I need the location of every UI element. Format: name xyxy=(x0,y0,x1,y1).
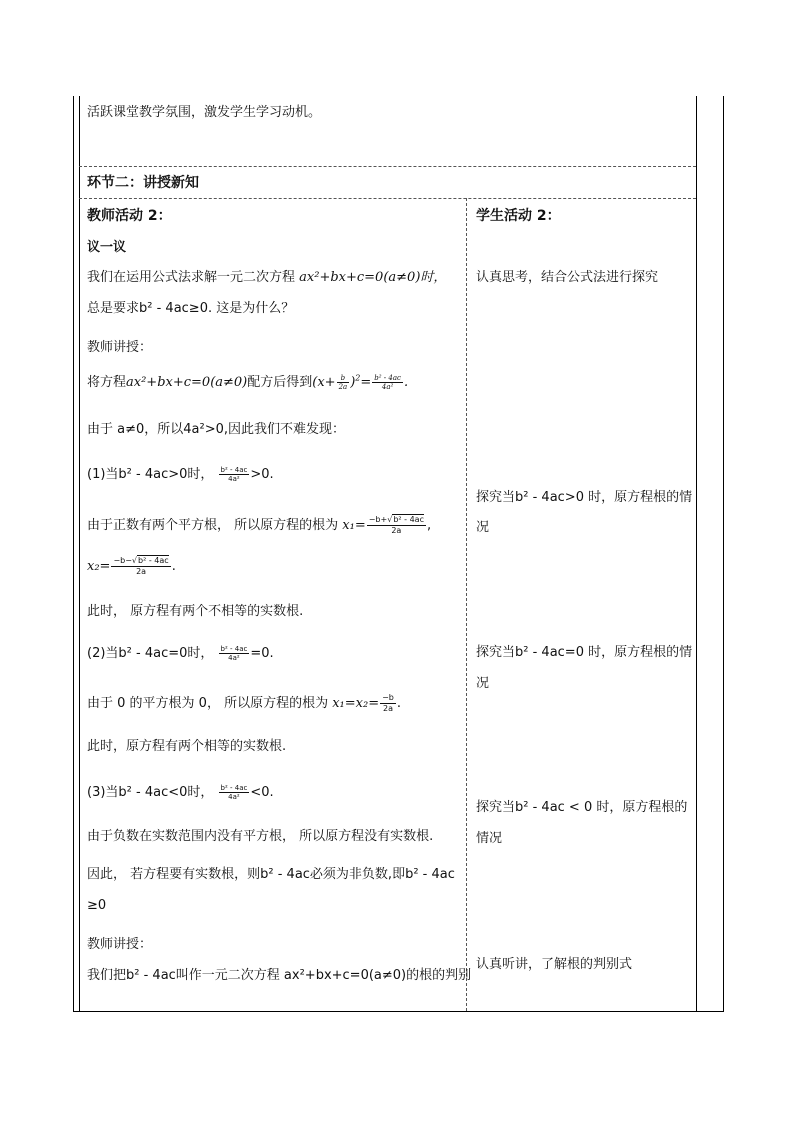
fraction: $\frac{\text{−b+√b² - 4ac}}{2a}$ xyxy=(368,515,424,535)
completing-square-line xyxy=(87,374,408,392)
student-heading: 学生活动 2： xyxy=(476,208,561,224)
step-text: 配方后得到 xyxy=(247,375,313,390)
denominator: 4a² xyxy=(381,383,394,391)
table-inner-left-border xyxy=(79,96,80,1012)
table-bottom-border xyxy=(73,1011,724,1012)
case-1-conclusion: 此时， 原方程有两个不相等的实数根. xyxy=(87,604,304,619)
student-activity-2: 探究当b² - 4ac>0 时，原方程根的情 xyxy=(476,490,693,505)
denominator: 2a xyxy=(338,383,348,391)
numerator: b² - 4ac xyxy=(220,466,248,474)
case-text: (2)当b² - 4ac=0时， xyxy=(87,646,214,661)
case-tail: =0. xyxy=(250,646,274,661)
reason-text: 由于 0 的平方根为 0， 所以原方程的根为 xyxy=(87,696,329,711)
denominator: 4a² xyxy=(228,793,240,801)
case-2 xyxy=(87,645,274,663)
therefore-line-1: 因此， 若方程要有实数根，则b² - 4ac必须为非负数,即b² - 4ac xyxy=(87,867,455,882)
section-title: 环节二：讲授新知 xyxy=(87,175,199,191)
denominator: 4a² xyxy=(228,654,240,662)
student-activity-5: 认真听讲，了解根的判别式 xyxy=(476,957,633,972)
step-text: 将方程 xyxy=(87,375,127,390)
question-line-1 xyxy=(87,269,446,287)
denominator: 2a xyxy=(136,567,147,576)
equation: ax²+bx+c=0(a≠0) xyxy=(126,375,248,390)
table-left-border xyxy=(73,96,74,1012)
column-divider xyxy=(466,198,467,1011)
step-2: 由于 a≠0，所以4a²>0,因此我们不难发现： xyxy=(87,422,346,437)
case-3 xyxy=(87,784,274,802)
therefore-line-2: ≥0 xyxy=(87,898,107,913)
equation: ax²+bx+c=0(a≠0)时， xyxy=(299,270,447,285)
table-outer-right-border xyxy=(723,96,724,1012)
fraction xyxy=(372,374,403,391)
student-activity-4-cont: 情况 xyxy=(476,831,503,846)
numerator: b xyxy=(337,374,350,383)
denominator: 4a² xyxy=(228,475,240,483)
math-expr: (x+ $\frac{b}{2a}$ )$^2$= $\frac{\text{b² - 4ac}}{\text{4a²}}$ . xyxy=(312,373,409,391)
case-3-reason: 由于负数在实数范围内没有平方根， 所以原方程没有实数根. xyxy=(87,829,434,844)
fraction xyxy=(219,466,250,483)
numerator: −b xyxy=(382,693,394,702)
student-activity-4: 探究当b² - 4ac < 0 时，原方程根的 xyxy=(476,800,688,815)
fraction xyxy=(219,645,250,662)
discriminant-definition: 我们把b² - 4ac叫作一元二次方程 ax²+bx+c=0(a≠0)的根的判别 xyxy=(87,968,472,983)
math-term: x₁=x₂= xyxy=(332,696,380,711)
student-activity-1: 认真思考，结合公式法进行探究 xyxy=(476,270,659,285)
numerator: b² - 4ac xyxy=(220,784,248,792)
math-term: −b+ xyxy=(368,515,388,524)
case-1-x2: x₂= $\frac{\text{−b−√b² - 4ac}}{2a}$ . xyxy=(87,556,176,576)
reason-text: 由于正数有两个平方根， 所以原方程的根为 xyxy=(87,518,339,533)
case-2-reason: 由于 0 的平方根为 0， 所以原方程的根为 x₁=x₂= $\frac{-b}{2a}$ . xyxy=(87,693,402,713)
radicand: b² - 4ac xyxy=(393,515,424,524)
case-text: (1)当b² - 4ac>0时， xyxy=(87,467,214,482)
denominator: 2a xyxy=(391,526,402,535)
denominator: 2a xyxy=(382,704,393,713)
table-right-border xyxy=(696,96,697,1012)
math-term: −b− xyxy=(113,556,132,565)
math-term: x₁= xyxy=(342,518,366,533)
numerator: b² - 4ac xyxy=(374,374,401,382)
fraction xyxy=(219,784,250,801)
case-tail: <0. xyxy=(250,785,274,800)
teacher-subheading: 议一议 xyxy=(87,240,127,255)
row-divider xyxy=(79,198,696,199)
case-tail: >0. xyxy=(250,467,274,482)
case-1-reason: 由于正数有两个平方根， 所以原方程的根为 x₁= $\frac{\text{−b+√b² - 4ac}}{2a}$ , xyxy=(87,515,432,535)
fraction xyxy=(380,693,396,714)
student-activity-3: 探究当b² - 4ac=0 时，原方程根的情 xyxy=(476,645,693,660)
question-line-2: 总是要求b² - 4ac≥0. 这是为什么？ xyxy=(87,301,295,316)
case-1 xyxy=(87,466,274,484)
fraction: $\frac{\text{−b−√b² - 4ac}}{2a}$ xyxy=(113,556,169,576)
math-term: x₂= xyxy=(87,559,111,574)
row0-text: 活跃课堂教学氛围，激发学生学习动机。 xyxy=(87,105,322,120)
fraction xyxy=(337,374,350,391)
radicand: b² - 4ac xyxy=(138,556,169,565)
case-text: (3)当b² - 4ac<0时， xyxy=(87,785,214,800)
student-activity-2-cont: 况 xyxy=(476,520,490,535)
explain-label: 教师讲授： xyxy=(87,340,153,355)
teacher-heading: 教师活动 2： xyxy=(87,208,172,224)
math-term: x+ xyxy=(317,375,336,390)
numerator: b² - 4ac xyxy=(220,645,248,653)
row-divider xyxy=(79,166,696,167)
explain-label-2: 教师讲授： xyxy=(87,937,153,952)
question-text: 我们在运用公式法求解一元二次方程 xyxy=(87,270,296,285)
case-2-conclusion: 此时，原方程有两个相等的实数根. xyxy=(87,739,287,754)
student-activity-3-cont: 况 xyxy=(476,676,490,691)
